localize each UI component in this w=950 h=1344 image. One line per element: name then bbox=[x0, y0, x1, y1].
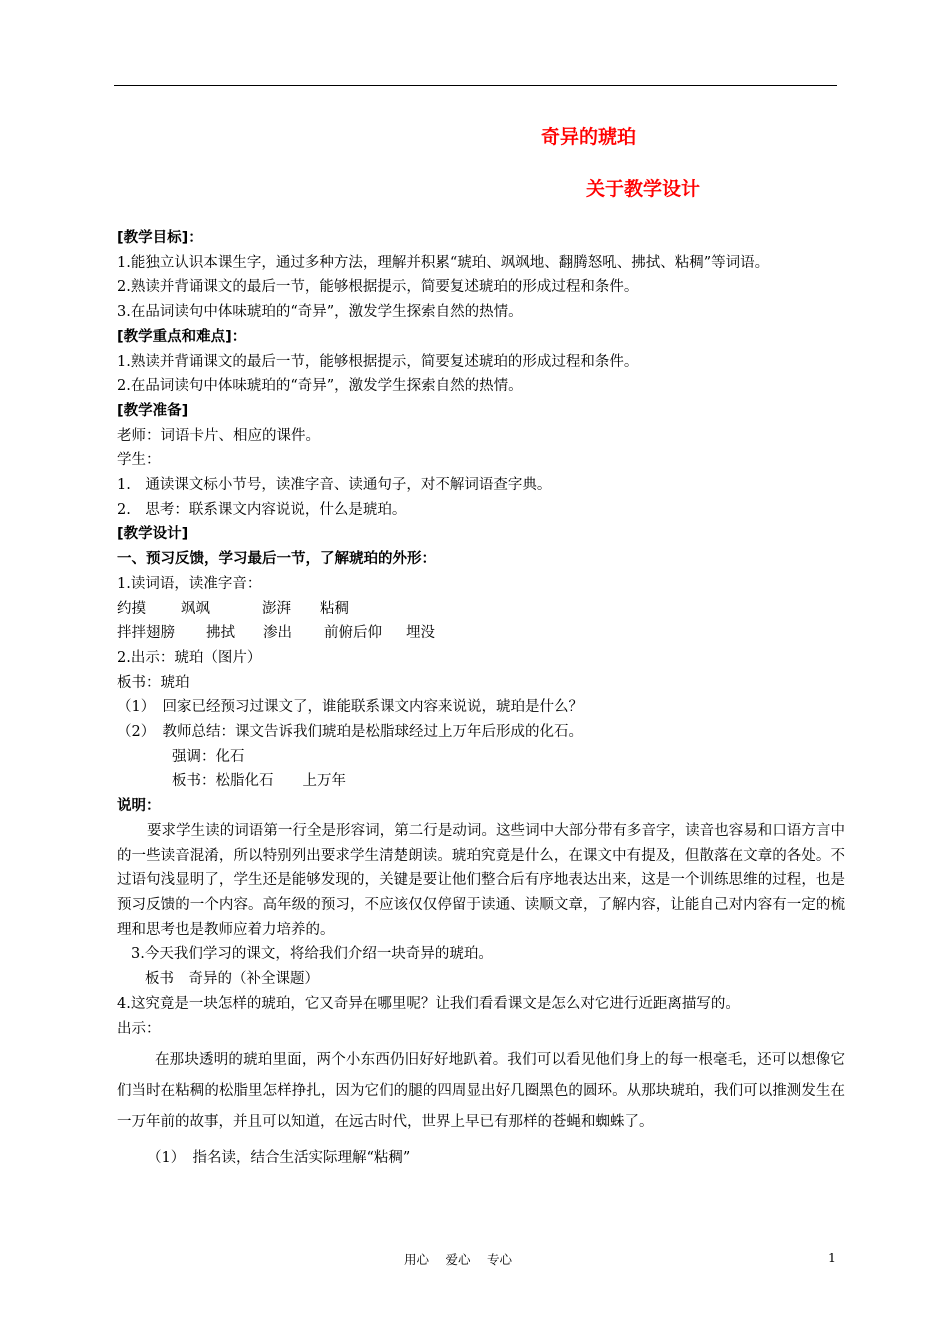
word-row bbox=[117, 597, 845, 622]
section-heading-goals: [教学目标]： bbox=[117, 230, 203, 246]
question-item: （1） 指名读，结合生活实际理解“粘稠” bbox=[147, 1150, 411, 1167]
word: 飒飒 bbox=[181, 600, 210, 617]
board-text: 板书：松脂化石 上万年 bbox=[172, 773, 346, 790]
show-label: 出示： bbox=[117, 1020, 161, 1037]
prep-item: 2. 思考：联系课文内容说说，什么是琥珀。 bbox=[117, 501, 407, 518]
board-text: 板书 奇异的（补全课题） bbox=[145, 971, 319, 988]
step-text: 4.这究竟是一块怎样的琥珀，它又奇异在哪里呢？让我们看看课文是怎么对它进行近距离描写的。 bbox=[117, 995, 740, 1012]
word: 渗出 bbox=[263, 625, 292, 642]
footer-motto: 用心 爱心 专心 bbox=[404, 1252, 512, 1267]
word: 埋没 bbox=[406, 625, 435, 642]
note-heading: 说明： bbox=[117, 798, 161, 815]
step-text: 3.今天我们学习的课文，将给我们介绍一块奇异的琥珀。 bbox=[131, 946, 493, 963]
emphasis-text: 强调：化石 bbox=[172, 748, 245, 765]
question-item: （1） 回家已经预习过课文了，谁能联系课文内容来说说，琥珀是什么？ bbox=[117, 699, 583, 716]
prep-item: 老师：词语卡片、相应的课件。 bbox=[117, 427, 320, 444]
key-item: 1.熟读并背诵课文的最后一节，能够根据提示，简要复述琥珀的形成过程和条件。 bbox=[117, 353, 639, 370]
section-heading-prep: [教学准备] bbox=[117, 402, 189, 419]
note-paragraph: 要求学生读的词语第一行全是形容词，第二行是动词。这些词中大部分带有多音字，读音也容易和口语方言中的一些读音混淆，所以特别列出要求学生清楚朗读。琥珀究竟是什么，在课文中有提及，但散落在文章的各处。不过语句浅显明了，学生还是能够发现的，关键是要让他们整合后有序地表达出来，这是一个训练思维的过程，也是预习反馈的一个内容。高年级的预习，不应该仅仅停留于读通、读顺文章，了解内容，让能自己对内容有一定的梳理和思考也是教师应着力培养的。 bbox=[117, 822, 845, 938]
page-title: 奇异的琥珀 bbox=[541, 126, 637, 148]
goal-item: 2.熟读并背诵课文的最后一节，能够根据提示，简要复述琥珀的形成过程和条件。 bbox=[117, 279, 639, 296]
word: 前俯后仰 bbox=[324, 625, 382, 642]
header-rule bbox=[114, 85, 837, 86]
word: 澎湃 bbox=[262, 600, 291, 617]
word: 约摸 bbox=[117, 600, 146, 617]
step-text: 1.读词语，读准字音： bbox=[117, 575, 262, 592]
step-text: 2.出示：琥珀（图片） bbox=[117, 649, 262, 666]
word: 拂拭 bbox=[206, 625, 235, 642]
goal-item: 1.能独立认识本课生字，通过多种方法，理解并积累“琥珀、飒飒地、翻腾怒吼、拂拭、粘稠”等词语。 bbox=[117, 254, 770, 271]
document-body bbox=[117, 226, 845, 1170]
word: 粘稠 bbox=[320, 600, 349, 617]
section-heading-design: [教学设计] bbox=[117, 526, 189, 543]
quote-paragraph: 在那块透明的琥珀里面，两个小东西仍旧好好地趴着。我们可以看见他们身上的每一根毫毛，还可以想像它们当时在粘稠的松脂里怎样挣扎，因为它们的腿的四周显出好几圈黑色的圆环。从那块琥珀，我们可以推测发生在一万年前的故事，并且可以知道，在远古时代，世界上早已有那样的苍蝇和蜘蛛了。 bbox=[117, 1052, 845, 1131]
prep-item: 1. 通读课文标小节号，读准字音、读通句子，对不解词语查字典。 bbox=[117, 477, 552, 494]
word: 拌拌翅膀 bbox=[117, 625, 175, 642]
word-row bbox=[117, 621, 845, 646]
page-number: 1 bbox=[828, 1250, 836, 1265]
section-heading-key: [教学重点和难点]： bbox=[117, 328, 247, 345]
board-text: 板书：琥珀 bbox=[117, 674, 190, 691]
goal-item: 3.在品词读句中体味琥珀的“奇异”，激发学生探索自然的热情。 bbox=[117, 304, 523, 321]
page-subtitle: 关于教学设计 bbox=[586, 178, 701, 200]
part-heading: 一、预习反馈，学习最后一节，了解琥珀的外形： bbox=[117, 551, 436, 568]
question-item: （2） 教师总结：课文告诉我们琥珀是松脂球经过上万年后形成的化石。 bbox=[117, 724, 583, 741]
key-item: 2.在品词读句中体味琥珀的“奇异”，激发学生探索自然的热情。 bbox=[117, 378, 523, 395]
prep-item: 学生： bbox=[117, 452, 161, 469]
